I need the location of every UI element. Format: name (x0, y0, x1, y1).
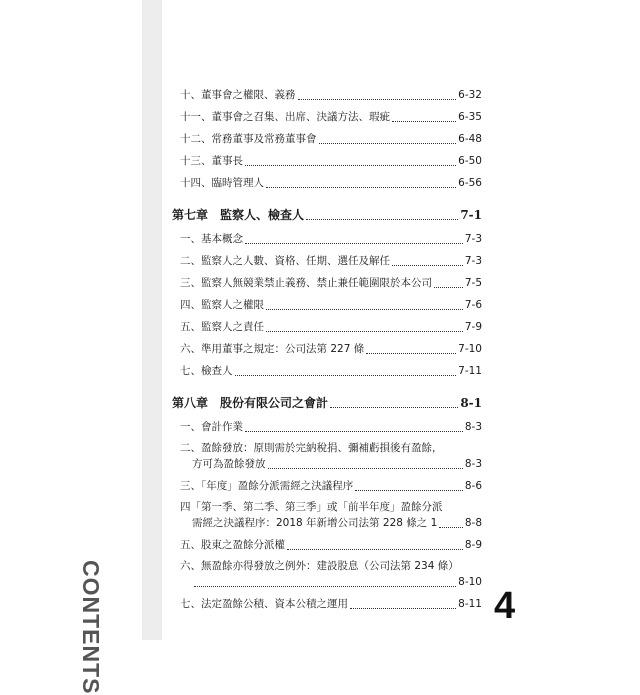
toc-entry[interactable] (172, 150, 482, 172)
toc-entry-title: 五、監察人之責任 (180, 321, 264, 333)
toc-entry[interactable] (172, 360, 482, 382)
toc-entry[interactable] (172, 172, 482, 194)
toc-entry-page: 6-50 (458, 155, 482, 167)
toc-entry[interactable] (172, 294, 482, 316)
chapter-8-heading[interactable]: 第八章 股份有限公司之會計 8-1 (172, 396, 482, 410)
toc-entry-page: 7-11 (458, 365, 482, 377)
toc-entry[interactable]: 三、「年度」盈餘分派需經之決議程序 8-6 (180, 480, 482, 492)
toc-entry-title: 六、準用董事之規定：公司法第 227 條 (180, 343, 365, 355)
table-of-contents (172, 84, 482, 615)
toc-entry[interactable] (172, 106, 482, 128)
toc-entry[interactable] (172, 250, 482, 272)
toc-entry-page: 6-56 (458, 177, 482, 189)
toc-entry[interactable] (172, 316, 482, 338)
toc-entry-page: 7-9 (464, 321, 482, 333)
toc-entry-page: 6-35 (458, 111, 482, 123)
toc-entry[interactable] (172, 228, 482, 250)
sidebar-stripe (142, 0, 162, 640)
toc-entry-title: 十三、董事長 (180, 155, 243, 167)
contents-label: CONTENTS (78, 560, 104, 695)
toc-entry[interactable] (172, 84, 482, 106)
toc-entry[interactable]: 二、盈餘發放：原則需於完納稅捐、彌補虧損後有盈餘， 方可為盈餘發放 8-3 (180, 442, 482, 470)
toc-entry[interactable] (172, 272, 482, 294)
toc-entry-title: 十一、董事會之召集、出席、決議方法、瑕疵 (180, 111, 390, 123)
toc-entry[interactable]: 七、法定盈餘公積、資本公積之運用 8-11 (180, 598, 482, 610)
toc-entry-title: 三、監察人無競業禁止義務、禁止兼任範圍限於本公司 (180, 277, 432, 289)
toc-entry-title: 十、董事會之權限、義務 (180, 89, 296, 101)
toc-entry-page: 7-6 (464, 299, 482, 311)
chapter-7-heading[interactable]: 第七章 監察人、檢查人 7-1 (172, 208, 482, 222)
toc-entry-title: 二、監察人之人數、資格、任期、選任及解任 (180, 255, 390, 267)
toc-entry-page: 6-32 (458, 89, 482, 101)
toc-entry-title: 十二、常務董事及常務董事會 (180, 133, 317, 145)
toc-entry-page: 7-3 (464, 233, 482, 245)
toc-entry[interactable]: 四「第一季、第二季、第三季」或「前半年度」盈餘分派 需經之決議程序：2018 年新增公司法第 228 條之 1 8-8 (180, 501, 482, 529)
toc-entry[interactable] (172, 128, 482, 150)
page-number: 4 (494, 585, 516, 627)
toc-entry[interactable] (172, 338, 482, 360)
toc-entry-page: 6-48 (458, 133, 482, 145)
toc-entry-title: 一、基本概念 (180, 233, 243, 245)
sidebar (0, 0, 142, 640)
toc-entry[interactable]: 五、股東之盈餘分派權 8-9 (180, 539, 482, 551)
toc-entry[interactable]: 六、無盈餘亦得發放之例外：建設股息（公司法第 234 條） 8-10 (180, 560, 482, 588)
toc-entry[interactable]: 一、會計作業 8-3 (180, 421, 482, 433)
toc-entry-title: 十四、臨時管理人 (180, 177, 264, 189)
toc-entry-title: 四、監察人之權限 (180, 299, 264, 311)
toc-entry-page: 7-5 (464, 277, 482, 289)
toc-entry-title: 七、檢查人 (180, 365, 233, 377)
toc-entry-page: 7-3 (464, 255, 482, 267)
toc-entry-page: 7-10 (458, 343, 482, 355)
